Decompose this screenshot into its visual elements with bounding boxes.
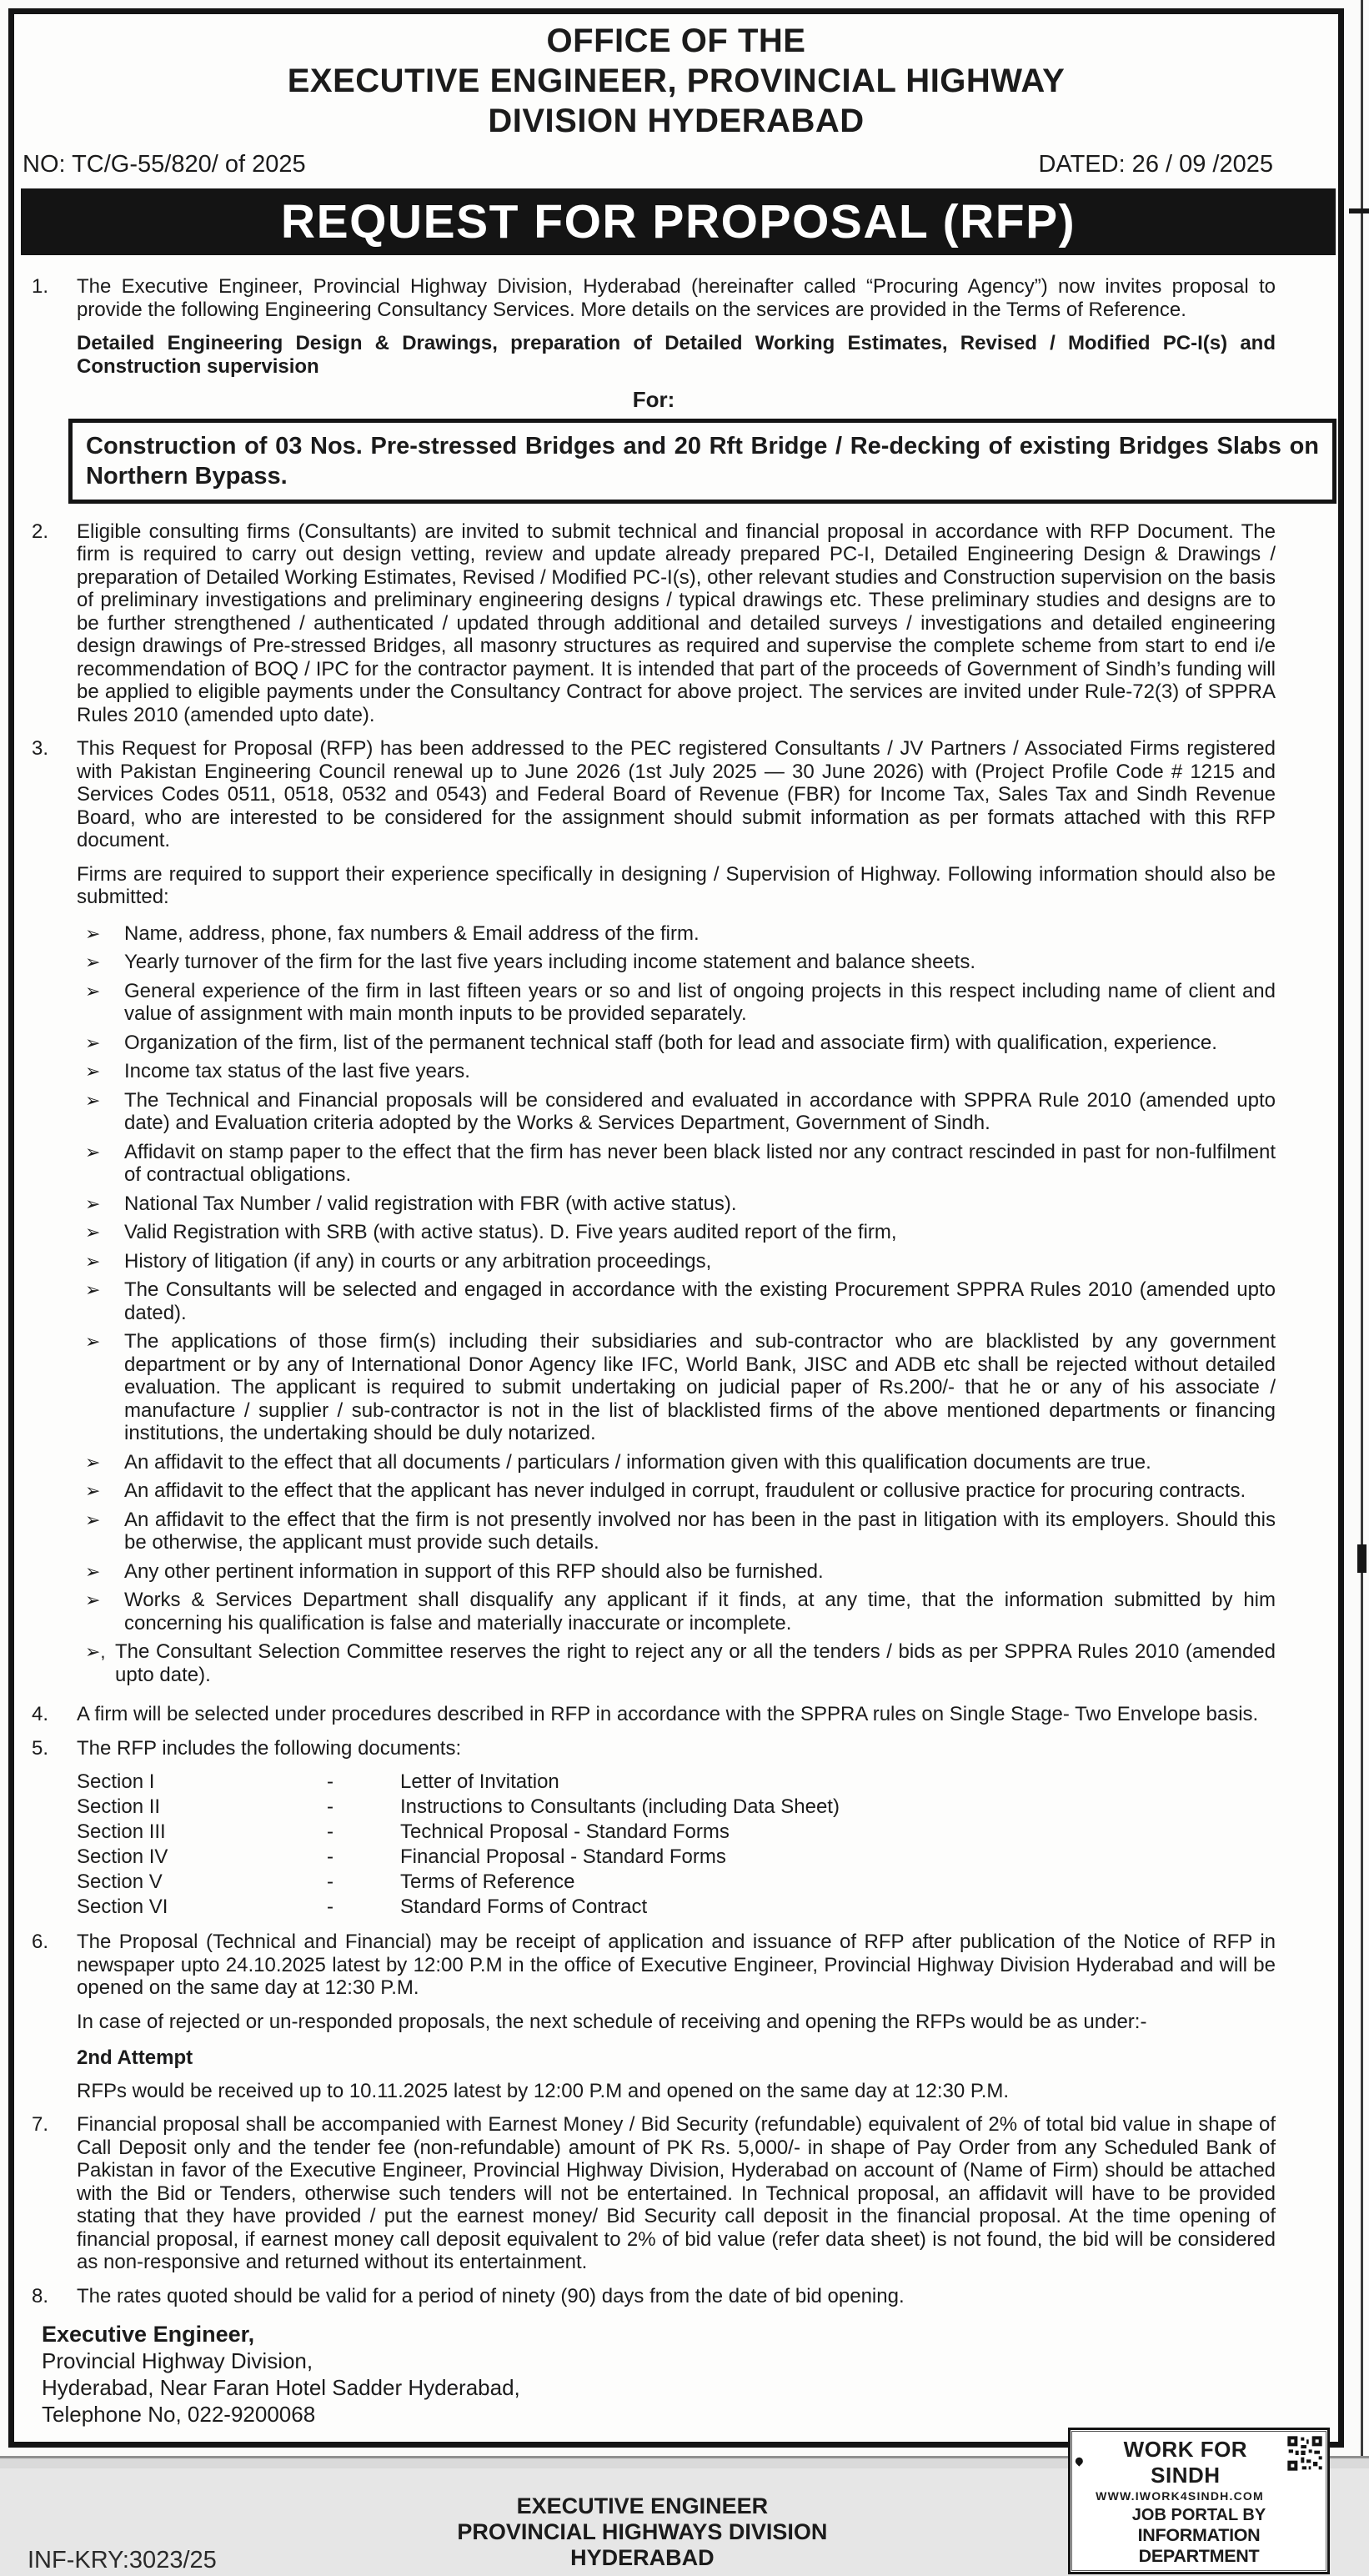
arrow-bullet-icon: ➢ bbox=[85, 1331, 101, 1352]
second-attempt-heading: 2nd Attempt bbox=[77, 2046, 193, 2069]
requirement-item bbox=[85, 1141, 1276, 1187]
badge-title: WORK FOR SINDH bbox=[1123, 2437, 1248, 2488]
arrow-bullet-icon: ➢ bbox=[85, 1032, 101, 1053]
section-description: Financial Proposal - Standard Forms bbox=[400, 1845, 726, 1868]
requirement-text: An affidavit to the effect that the firm is not presently involved nor has been in the past in litigation with its employers. Should this be otherwise, the applicant must provide such details. bbox=[124, 1508, 1276, 1554]
numbered-item-7 bbox=[32, 2113, 1276, 2274]
office-header-line2: EXECUTIVE ENGINEER, PROVINCIAL HIGHWAY bbox=[287, 63, 1066, 99]
issuing-authority-line3: HYDERABAD bbox=[570, 2545, 715, 2570]
item-number: 8. bbox=[32, 2284, 49, 2307]
issuing-authority-line1: EXECUTIVE ENGINEER bbox=[516, 2493, 769, 2518]
requirement-text: Works & Services Department shall disqualify any applicant if it finds, at any time, that the information submitted by him concerning his qualification is false and materially inaccurate or incomplete. bbox=[124, 1589, 1276, 1634]
section-description: Terms of Reference bbox=[400, 1870, 575, 1893]
requirement-text: Organization of the firm, list of the permanent technical staff (both for lead and associate firm) with qualification, experience. bbox=[124, 1031, 1217, 1054]
section-name: Section VI bbox=[77, 1896, 168, 1918]
requirement-text: Yearly turnover of the firm for the last five years including income statement and balance sheets. bbox=[124, 951, 975, 973]
requirement-text: Valid Registration with SRB (with active status). D. Five years audited report of the firm, bbox=[124, 1221, 897, 1243]
requirement-text: National Tax Number / valid registration with FBR (with active status). bbox=[124, 1192, 737, 1215]
item2-paragraph: Eligible consulting firms (Consultants) are invited to submit technical and financial proposal in accordance with RFP Document. The firm is required to carry out design vetting, review and update already prepared PC-I, Detailed Engineering Design & Drawings / preparation of Detailed Working Estimates, Revised / Modified PC-I(s), other relevant studies and Construction supervision on the basis of preliminary investigations and preliminary engineering designs / typical drawings etc. These preliminary studies and designs are to be further strengthened / authenticated / updated through additional and detailed surveys / investigations and detailed engineering design drawings of Pre-stressed Bridges, all masonry structures as required and supervise the complete scheme from start to end i/e recommendation of BOQ / IPC for the contractor payment. It is intended that part of the proceeds of Government of Sindh’s funding will be applied to eligible payments under the Consultancy Contract for above project. The services are invited under Rule-72(3) of SPPRA Rules 2010 (amended upto date). bbox=[77, 520, 1276, 726]
requirement-text: Any other pertinent information in support of this RFP should also be furnished. bbox=[124, 1559, 824, 1583]
scan-artifact bbox=[1357, 1544, 1366, 1573]
location-pin-icon bbox=[1074, 2456, 1085, 2467]
requirement-item bbox=[85, 980, 1276, 1026]
arrow-bullet-icon: ➢ bbox=[85, 1222, 101, 1243]
rfp-section-row bbox=[77, 1895, 1276, 1920]
item3-paragraph: This Request for Proposal (RFP) has been addressed to the PEC registered Consultants / JV Partners / Associated Firms registered with Pakistan Engineering Council renewal up to June 2026 (1st July 2025 — 30 June 2026) with (Project Profile Code # 1215 and Services Codes 0511, 0518, 0532 and 0543) and Federal Board of Revenue (FBR) for Income Tax, Sales Tax and Sindh Revenue Board, who are interested to be considered for the assignment should submit information as per formats attached with this RFP document. bbox=[77, 737, 1276, 851]
section-description: Instructions to Consultants (including Data Sheet) bbox=[400, 1795, 840, 1818]
section-dash: - bbox=[327, 1896, 333, 1918]
requirement-item bbox=[85, 1640, 1276, 1686]
arrow-bullet-icon: ➢ bbox=[85, 1279, 101, 1300]
arrow-bullet-icon: ➢ bbox=[85, 1061, 101, 1082]
section-dash: - bbox=[327, 1870, 333, 1893]
notice-date: DATED: 26 / 09 /2025 bbox=[1038, 151, 1273, 178]
requirement-item bbox=[85, 1193, 1276, 1216]
adjacent-column-rule bbox=[1361, 0, 1363, 2468]
item-number: 1. bbox=[32, 275, 49, 298]
section-description: Technical Proposal - Standard Forms bbox=[400, 1820, 730, 1843]
rfp-sections-list bbox=[77, 1770, 1276, 1920]
requirement-text: An affidavit to the effect that all documents / particulars / information given with this qualification documents are true. bbox=[124, 1450, 1151, 1474]
section-dash: - bbox=[327, 1770, 333, 1793]
signatory-title: Executive Engineer, bbox=[42, 2322, 255, 2347]
numbered-item-4 bbox=[32, 1703, 1276, 1726]
arrow-bullet-icon: ➢ bbox=[85, 922, 101, 944]
issuing-authority-line2: PROVINCIAL HIGHWAYS DIVISION bbox=[457, 2519, 828, 2544]
numbered-item-6 bbox=[32, 1931, 1276, 2102]
item-number: 7. bbox=[32, 2113, 49, 2136]
section-dash: - bbox=[327, 1820, 333, 1843]
requirement-item bbox=[85, 1278, 1276, 1324]
arrow-bullet-icon: ➢ bbox=[85, 1451, 101, 1473]
requirement-item bbox=[85, 1221, 1276, 1244]
project-title-box: Construction of 03 Nos. Pre-stressed Bridges and 20 Rft Bridge / Re-decking of existing Bridges Slabs on Northern Bypass. bbox=[68, 419, 1336, 504]
arrow-bullet-icon: ➢ bbox=[85, 1589, 101, 1610]
rfp-section-row bbox=[77, 1845, 1276, 1870]
item-number: 3. bbox=[32, 737, 49, 760]
numbered-item-5 bbox=[32, 1737, 1276, 1921]
requirement-item bbox=[85, 1250, 1276, 1273]
requirement-item bbox=[85, 1032, 1276, 1055]
issuing-authority-block bbox=[217, 2493, 1068, 2574]
section-dash: - bbox=[327, 1845, 333, 1868]
item1-paragraph: The Executive Engineer, Provincial Highway Division, Hyderabad (hereinafter called “Procuring Agency”) now invites proposal to provide the following Engineering Consultancy Services. More details on the services are provided in the Terms of Reference. bbox=[77, 275, 1276, 321]
item1-scope-bold: Detailed Engineering Design & Drawings, preparation of Detailed Working Estimates, Revised / Modified PC-I(s) and Construction supervision bbox=[77, 332, 1276, 378]
section-description: Letter of Invitation bbox=[400, 1770, 559, 1793]
requirement-text: An affidavit to the effect that the applicant has never indulged in corrupt, fraudulent or collusive practice for procuring contracts. bbox=[124, 1479, 1246, 1502]
requirement-text: The Consultant Selection Committee reserves the right to reject any or all the tenders / bids as per SPPRA Rules 2010 (amended upto date). bbox=[115, 1640, 1276, 1686]
item7-paragraph: Financial proposal shall be accompanied with Earnest Money / Bid Security (refundable) equivalent of 2% of total bid value in shape of Call Deposit only and the tender fee (non-refundable) amount of PK Rs. 5,000/- in shape of Pay Order from any Scheduled Bank of Pakistan in favor of the Executive Engineer, Provincial Highway Division, Hyderabad on account of (Name of Firm) should be attached with the Bid or Tenders, otherwise such tenders will not be entertained. In Technical proposal, an affidavit will have to be provided stating that they have provided / put the earnest money/ Bid Security call deposit in the financial proposal. At the time opening of financial proposal, if earnest money call deposit equivalent to 2% of bid value (refer data sheet) is not found, the bid will be considered as non-responsive and returned without its entertainment. bbox=[77, 2113, 1276, 2273]
for-label: For: bbox=[632, 387, 675, 412]
numbered-item-3 bbox=[32, 737, 1276, 1692]
footer-row bbox=[14, 2428, 1338, 2576]
item3-subparagraph: Firms are required to support their experience specifically in designing / Supervision of Highway. Following information should also be submitted: bbox=[77, 862, 1276, 908]
item5-paragraph: The RFP includes the following documents: bbox=[77, 1736, 462, 1760]
requirement-text: General experience of the firm in last fifteen years or so and list of ongoing projects in this respect including name of client and value of assignment with main month inputs to be provided separately. bbox=[124, 979, 1276, 1025]
requirement-item bbox=[85, 951, 1276, 974]
notice-frame bbox=[8, 8, 1344, 2573]
arrow-bullet-icon: ➢ bbox=[85, 952, 101, 972]
section-name: Section IV bbox=[77, 1845, 168, 1868]
reference-number: NO: TC/G-55/820/ of 2025 bbox=[23, 151, 306, 178]
requirement-item bbox=[85, 1451, 1276, 1474]
requirement-text: The applications of those firm(s) including their subsidiaries and sub-contractor who are blacklisted by any government department or by any of International Donor Agency like IFC, World Bank, JISC and ADB etc shall be rejected without detailed evaluation. The applicant is required to submit undertaking on judicial paper of Rs.200/- that he or any of his associate / manufacture / supplier / sub-contractor is not in the list of blacklisted firms of the above mentioned departments or financing institutions, the undertaking should be duly notarized. bbox=[124, 1330, 1276, 1444]
item4-paragraph: A firm will be selected under procedures described in RFP in accordance with the SPPRA rules on Single Stage- Two Envelope basis. bbox=[77, 1703, 1259, 1725]
arrow-bullet-icon: ➢ bbox=[85, 1560, 101, 1582]
requirement-item bbox=[85, 1589, 1276, 1634]
numbered-item-2 bbox=[32, 520, 1276, 727]
office-header bbox=[14, 21, 1338, 141]
requirement-item bbox=[85, 1330, 1276, 1445]
section-name: Section III bbox=[77, 1820, 166, 1843]
rfp-section-row bbox=[77, 1870, 1276, 1895]
requirement-item bbox=[85, 922, 1276, 946]
section-name: Section V bbox=[77, 1870, 163, 1893]
requirement-item bbox=[85, 1560, 1276, 1584]
item6-paragraph: The Proposal (Technical and Financial) may be receipt of application and issuance of RFP after publication of the Notice of RFP in newspaper upto 24.10.2025 latest by 12:00 P.M in the office of Executive Engineer, Provincial Highway Division Hyderabad and will be opened on the same day at 12:30 P.M. bbox=[77, 1931, 1276, 1999]
inf-reference-number: INF-KRY:3023/25 bbox=[28, 2547, 217, 2573]
signature-block bbox=[42, 2321, 1276, 2428]
requirement-text: The Technical and Financial proposals will be considered and evaluated in accordance with SPPRA Rule 2010 (amended upto date) and Evaluation criteria adopted by the Works & Services Department, Government of Sindh. bbox=[124, 1088, 1276, 1134]
item6-subparagraph: In case of rejected or un-responded proposals, the next schedule of receiving and opening the RFPs would be as under:- bbox=[77, 2010, 1147, 2033]
arrow-bullet-icon: ➢ bbox=[85, 1089, 101, 1111]
rfp-title-banner: REQUEST FOR PROPOSAL (RFP) bbox=[21, 188, 1336, 255]
numbered-item-8 bbox=[32, 2285, 1276, 2308]
requirement-item bbox=[85, 1089, 1276, 1135]
notice-body bbox=[14, 275, 1338, 2428]
arrow-bullet-icon: ➢ bbox=[85, 1193, 101, 1214]
requirements-list bbox=[77, 922, 1276, 1687]
arrow-bullet-icon: ➢, bbox=[85, 1641, 106, 1662]
section-name: Section II bbox=[77, 1795, 161, 1818]
arrow-bullet-icon: ➢ bbox=[85, 1480, 101, 1501]
signatory-division: Provincial Highway Division, bbox=[42, 2348, 313, 2373]
office-header-line1: OFFICE OF THE bbox=[546, 23, 806, 59]
rfp-section-row bbox=[77, 1795, 1276, 1820]
scan-artifact bbox=[1349, 208, 1369, 213]
item8-paragraph: The rates quoted should be valid for a period of ninety (90) days from the date of bid opening. bbox=[77, 2284, 905, 2307]
arrow-bullet-icon: ➢ bbox=[85, 1141, 101, 1162]
signatory-phone: Telephone No, 022-9200068 bbox=[42, 2402, 316, 2427]
requirement-text: Name, address, phone, fax numbers & Email address of the firm. bbox=[124, 921, 700, 945]
badge-portal-line: JOB PORTAL BY bbox=[1131, 2506, 1266, 2524]
arrow-bullet-icon: ➢ bbox=[85, 1509, 101, 1530]
badge-department-line: INFORMATION DEPARTMENT bbox=[1137, 2525, 1261, 2566]
requirement-text: History of litigation (if any) in courts or any arbitration proceedings, bbox=[124, 1249, 712, 1273]
reference-row bbox=[14, 141, 1338, 187]
requirement-item bbox=[85, 1479, 1276, 1503]
requirement-text: Income tax status of the last five years. bbox=[124, 1060, 470, 1082]
item-number: 2. bbox=[32, 520, 49, 543]
arrow-bullet-icon: ➢ bbox=[85, 1250, 101, 1272]
badge-url: WWW.IWORK4SINDH.COM bbox=[1096, 2489, 1264, 2503]
office-header-line3: DIVISION HYDERABAD bbox=[488, 103, 865, 139]
rfp-section-row bbox=[77, 1820, 1276, 1845]
item-number: 4. bbox=[32, 1703, 49, 1725]
requirement-text: The Consultants will be selected and engaged in accordance with the existing Procurement SPPRA Rules 2010 (amended upto dated). bbox=[124, 1278, 1276, 1324]
section-description: Standard Forms of Contract bbox=[400, 1896, 648, 1918]
arrow-bullet-icon: ➢ bbox=[85, 980, 101, 1002]
requirement-item bbox=[85, 1060, 1276, 1083]
badge-title-row bbox=[1077, 2437, 1282, 2488]
second-attempt-text: RFPs would be received up to 10.11.2025 latest by 12:00 P.M and opened on the same day at 12:30 P.M. bbox=[77, 2079, 1010, 2102]
section-name: Section I bbox=[77, 1770, 155, 1793]
item-number: 5. bbox=[32, 1736, 49, 1760]
requirement-text: Affidavit on stamp paper to the effect that the firm has never been black listed nor any contract rescinded in past for non-fulfilment of contractual obligations. bbox=[124, 1140, 1276, 1186]
work-for-sindh-badge bbox=[1068, 2428, 1330, 2574]
numbered-item-1 bbox=[32, 275, 1276, 378]
section-dash: - bbox=[327, 1795, 333, 1818]
requirement-item bbox=[85, 1509, 1276, 1554]
qr-code-icon bbox=[1286, 2435, 1323, 2472]
signatory-address: Hyderabad, Near Faran Hotel Sadder Hyderabad, bbox=[42, 2375, 520, 2400]
rfp-section-row bbox=[77, 1770, 1276, 1795]
item-number: 6. bbox=[32, 1931, 49, 1953]
